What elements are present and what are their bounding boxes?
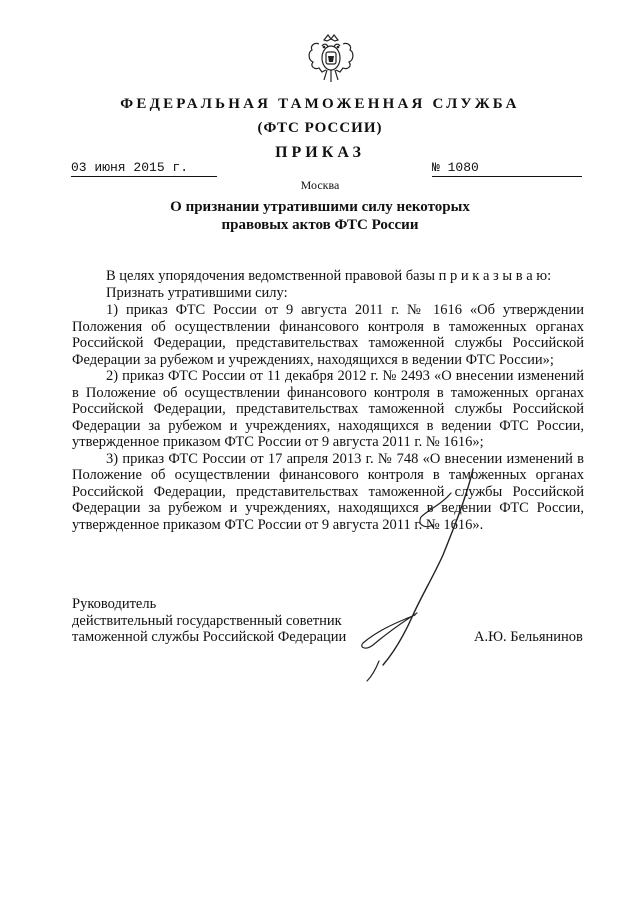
title-line-1: О признании утратившими силу некоторых	[170, 199, 470, 215]
declare-paragraph: Признать утратившими силу:	[106, 284, 288, 301]
russian-coat-of-arms-icon	[304, 32, 358, 90]
list-item: 2) приказ ФТС России от 11 декабря 2012 г. № 2493 «О внесении изменений в Положение об осуществлении финансового контроля в таможенных органах Российской Федерации, представительствах таможенной службы Российской Федерации за рубежом и учреждениях, находящихся в ведении ФТС России, утвержденное приказом ФТС России от 9 августа 2011 г. № 1616»;	[72, 368, 584, 450]
position-line-3: таможенной службы Российской Федерации	[72, 629, 347, 645]
intro-paragraph: В целях упорядочения ведомственной правовой базы п р и к а з ы в а ю:	[106, 268, 552, 284]
title-line-2: правовых актов ФТС России	[221, 217, 419, 233]
items-list	[72, 302, 584, 533]
signer-name: А.Ю. Бельянинов	[474, 629, 583, 645]
document-type: ПРИКАЗ	[275, 144, 365, 161]
handwritten-signature-icon	[355, 465, 495, 685]
agency-short-name: (ФТС РОССИИ)	[257, 120, 383, 136]
position-line-1: Руководитель	[72, 596, 157, 612]
list-item: 3) приказ ФТС России от 17 апреля 2013 г. № 748 «О внесении изменений в Положение об осуществлении финансового контроля в таможенных органах Российской Федерации, представительствах таможенной службы Российской Федерации за рубежом и учреждениях, находящихся в ведении ФТС России, утвержденное приказом ФТС России от 9 августа 2011 г. № 1616».	[72, 450, 584, 533]
list-item: 1) приказ ФТС России от 9 августа 2011 г. № 1616 «Об утверждении Положения об осуществлении финансового контроля в таможенных органах Российской Федерации, представительствах таможенной службы Российской Федерации за рубежом и учреждениях, находящихся в ведении ФТС России»;	[72, 302, 584, 368]
signer-position	[72, 596, 346, 646]
document-number: № 1080	[432, 160, 582, 177]
document-title	[120, 198, 520, 234]
document-city: Москва	[300, 178, 340, 192]
position-line-2: действительный государственный советник	[72, 612, 342, 629]
agency-name: ФЕДЕРАЛЬНАЯ ТАМОЖЕННАЯ СЛУЖБА	[120, 96, 520, 112]
document-date: 03 июня 2015 г.	[71, 160, 217, 177]
intro-block	[72, 268, 584, 301]
